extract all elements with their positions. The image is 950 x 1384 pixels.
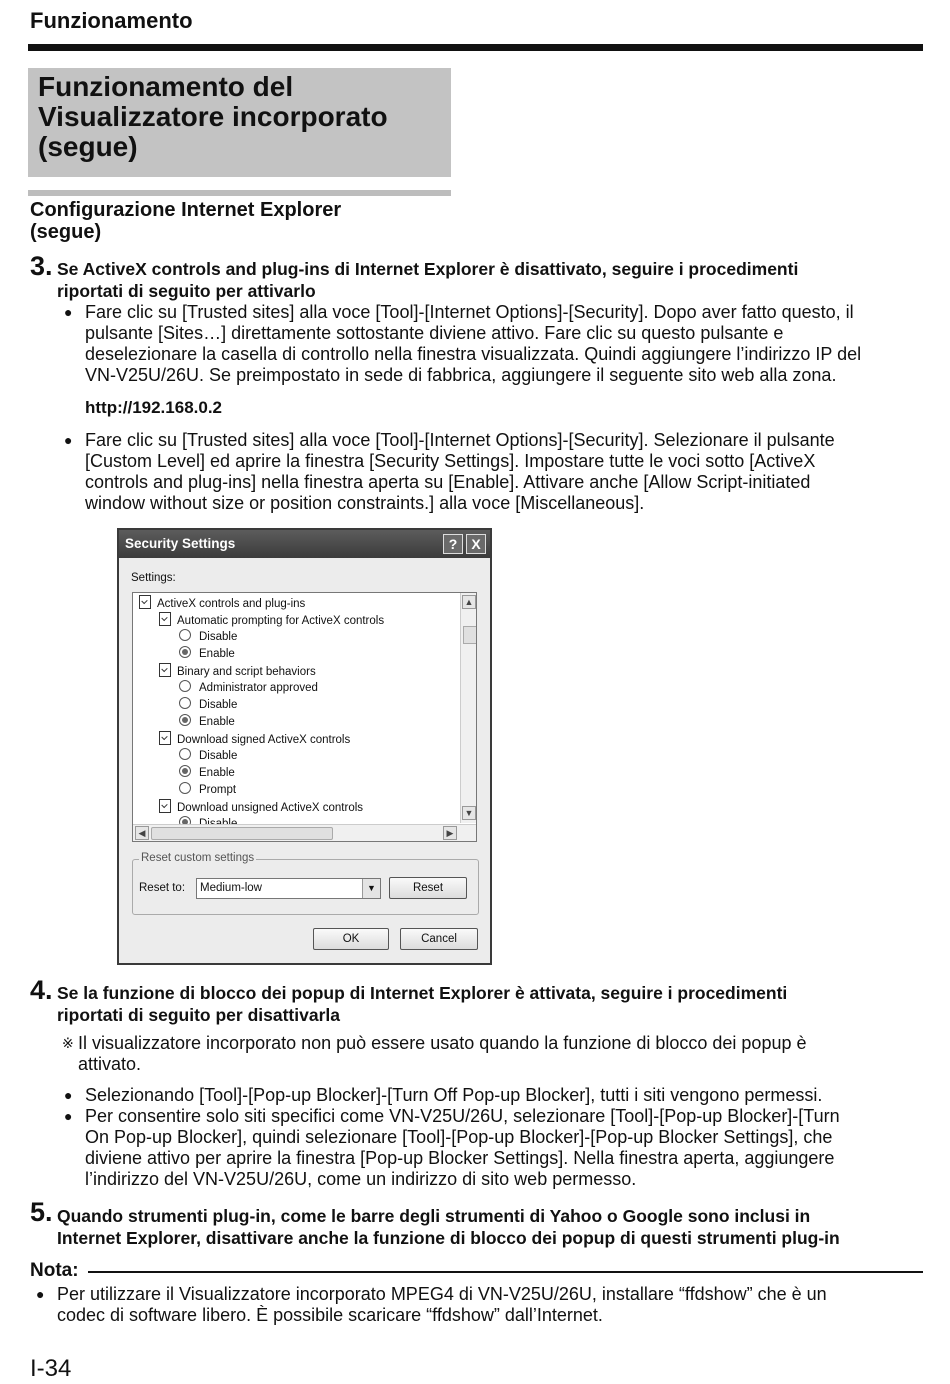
bullet-icon: ●: [64, 432, 73, 448]
settings-list[interactable]: [132, 592, 477, 842]
step-line: Quando strumenti plug-in, come le barre degli strumenti di Yahoo o Google sono inclusi in: [57, 1206, 811, 1226]
option-label: Disable: [199, 750, 238, 762]
bullet-icon: ●: [64, 1087, 73, 1103]
settings-option[interactable]: [179, 714, 235, 731]
reset-group-label: Reset custom settings: [141, 852, 255, 864]
url-text: http://192.168.0.2: [85, 398, 223, 417]
title-line: Funzionamento del: [38, 71, 294, 102]
scroll-up-icon[interactable]: ▲: [462, 595, 476, 609]
note-label: Nota:: [30, 1260, 79, 1281]
text-line: Selezionando [Tool]-[Pop-up Blocker]-[Turn Off Pop-up Blocker], tutti i siti vengono permessi.: [85, 1085, 823, 1105]
text-line: VN-V25U/26U. Se preimpostato in sede di fabbrica, aggiungere il seguente sito web alla zona.: [85, 365, 837, 385]
step-line: Internet Explorer, disattivare anche la funzione di blocco dei popup di questi strumenti plug-in: [57, 1228, 840, 1248]
reset-to-label: Reset to:: [139, 882, 186, 894]
settings-category: [159, 799, 363, 816]
cancel-button[interactable]: Cancel: [400, 928, 478, 950]
option-label: Administrator approved: [199, 682, 318, 694]
dialog-titlebar: [119, 530, 490, 558]
option-label: Enable: [199, 716, 235, 728]
bullet-text: [85, 1106, 930, 1190]
text-line: l’indirizzo del VN-V25U/26U, come un indirizzo di sito web permesso.: [85, 1169, 637, 1189]
step-line: Se ActiveX controls and plug-ins di Internet Explorer è disattivato, seguire i procedimenti: [57, 259, 799, 279]
option-label: Automatic prompting for ActiveX controls: [177, 615, 385, 627]
text-line: Il visualizzatore incorporato non può essere usato quando la funzione di blocco dei popup è: [78, 1033, 807, 1053]
settings-category: [159, 731, 350, 748]
dialog-title: Security Settings: [125, 536, 236, 551]
security-settings-dialog: [117, 528, 492, 965]
scroll-down-icon[interactable]: ▼: [462, 806, 476, 820]
option-label: Disable: [199, 631, 238, 643]
title-line: Visualizzatore incorporato: [38, 101, 388, 132]
radio-button[interactable]: [179, 765, 191, 777]
hscroll-thumb[interactable]: [151, 827, 333, 840]
settings-category: [139, 595, 305, 612]
settings-folder-icon: [159, 799, 171, 813]
scroll-left-icon[interactable]: ◀: [135, 826, 149, 840]
step-line: Se la funzione di blocco dei popup di Internet Explorer è attivata, seguire i procedimenti: [57, 983, 788, 1003]
bullet-text: [85, 1085, 930, 1106]
step-number: 3.: [30, 251, 53, 281]
vertical-scrollbar[interactable]: [460, 593, 477, 823]
radio-button[interactable]: [179, 697, 191, 709]
reset-to-value: Medium-low: [200, 882, 262, 894]
settings-option[interactable]: [179, 646, 235, 663]
section-header: Funzionamento: [30, 8, 193, 33]
bullet-icon: ●: [64, 1108, 73, 1124]
text-line: [Custom Level] ed aprire la finestra [Security Settings]. Impostare tutte le voci sotto [ActiveX: [85, 451, 816, 471]
text-line: codec di software libero. È possibile scaricare “ffdshow” dall’Internet.: [57, 1305, 603, 1325]
scroll-thumb[interactable]: [463, 626, 477, 644]
step-text: [57, 982, 937, 1026]
settings-option[interactable]: [179, 629, 237, 646]
title-underline: [28, 190, 451, 196]
option-label: Download signed ActiveX controls: [177, 734, 351, 746]
close-icon[interactable]: X: [466, 534, 486, 554]
title-line: (segue): [38, 131, 138, 162]
scroll-right-icon[interactable]: ▶: [443, 826, 457, 840]
note-text: [78, 1033, 928, 1075]
bullet-text: [85, 302, 930, 386]
reset-to-select[interactable]: [196, 878, 381, 899]
radio-button[interactable]: [179, 629, 191, 641]
option-label: Disable: [199, 699, 238, 711]
radio-button[interactable]: [179, 782, 191, 794]
note-mark: ※: [62, 1035, 74, 1051]
subheading-line: Configurazione Internet Explorer: [30, 199, 342, 221]
chevron-down-icon[interactable]: ▼: [362, 879, 380, 898]
settings-option[interactable]: [179, 697, 237, 714]
subheading-line: (segue): [30, 221, 102, 243]
text-line: pulsante [Sites…] direttamente sottostante diviene attivo. Fare clic su questo pulsante e: [85, 323, 784, 343]
settings-folder-icon: [159, 612, 171, 626]
settings-folder-icon: [159, 731, 171, 745]
option-label: Binary and script behaviors: [177, 666, 316, 678]
settings-folder-icon: [139, 595, 151, 609]
bullet-icon: ●: [64, 304, 73, 320]
settings-label: Settings:: [131, 572, 176, 584]
radio-button[interactable]: [179, 748, 191, 760]
note-bullet-text: [57, 1284, 927, 1326]
step-text: [57, 258, 937, 302]
step-number: 4.: [30, 975, 53, 1005]
step-number: 5.: [30, 1197, 53, 1227]
option-label: ActiveX controls and plug-ins: [157, 598, 306, 610]
text-line: attivato.: [78, 1054, 142, 1074]
text-line: Fare clic su [Trusted sites] alla voce [Tool]-[Internet Options]-[Security]. Dopo aver fatto questo, il: [85, 302, 854, 322]
text-line: Per utilizzare il Visualizzatore incorporato MPEG4 di VN-V25U/26U, installare “ffdshow” che è un: [57, 1284, 827, 1304]
settings-option[interactable]: [179, 748, 237, 765]
option-label: Prompt: [199, 784, 237, 796]
option-label: Enable: [199, 648, 235, 660]
settings-category: [159, 663, 316, 680]
bullet-text: [85, 430, 930, 514]
radio-button[interactable]: [179, 680, 191, 692]
option-label: Download unsigned ActiveX controls: [177, 802, 364, 814]
page-number: I-34: [30, 1355, 72, 1382]
subheading: [30, 199, 450, 243]
settings-option[interactable]: [179, 765, 235, 782]
text-line: Per consentire solo siti specifici come VN-V25U/26U, selezionare [Tool]-[Pop-up Blocker]-[Turn: [85, 1106, 840, 1126]
page-title: [28, 68, 451, 177]
option-label: Enable: [199, 767, 235, 779]
radio-button[interactable]: [179, 714, 191, 726]
settings-option[interactable]: [179, 680, 318, 697]
text-line: controls and plug-ins] nella finestra aperta su [Enable]. Attivare anche [Allow Script-initiated: [85, 472, 811, 492]
text-line: window without size or position constraints.] alla voce [Miscellaneous].: [85, 493, 645, 513]
horizontal-scrollbar[interactable]: [133, 824, 476, 842]
settings-option[interactable]: [179, 782, 236, 799]
settings-category: [159, 612, 384, 629]
step-line: riportati di seguito per disattivarla: [57, 1005, 340, 1025]
settings-folder-icon: [159, 663, 171, 677]
step-text: [57, 1205, 937, 1249]
ok-button[interactable]: OK: [313, 928, 389, 950]
text-line: diviene attivo per aprire la finestra [Pop-up Blocker Settings]. Nella finestra aperta, aggiungere: [85, 1148, 835, 1168]
reset-button[interactable]: Reset: [389, 877, 467, 899]
text-line: On Pop-up Blocker], quindi selezionare [Tool]-[Pop-up Blocker]-[Pop-up Blocker Settings], che: [85, 1127, 833, 1147]
radio-button[interactable]: [179, 646, 191, 658]
header-rule: [28, 44, 923, 51]
step-line: riportati di seguito per attivarlo: [57, 281, 316, 301]
text-line: deselezionare la casella di controllo nella finestra visualizzata. Quindi aggiungere l’indirizzo IP del: [85, 344, 862, 364]
note-rule: [88, 1271, 923, 1273]
bullet-icon: ●: [36, 1286, 45, 1302]
text-line: Fare clic su [Trusted sites] alla voce [Tool]-[Internet Options]-[Security]. Selezionare il pulsante: [85, 430, 835, 450]
help-icon[interactable]: ?: [443, 534, 463, 554]
